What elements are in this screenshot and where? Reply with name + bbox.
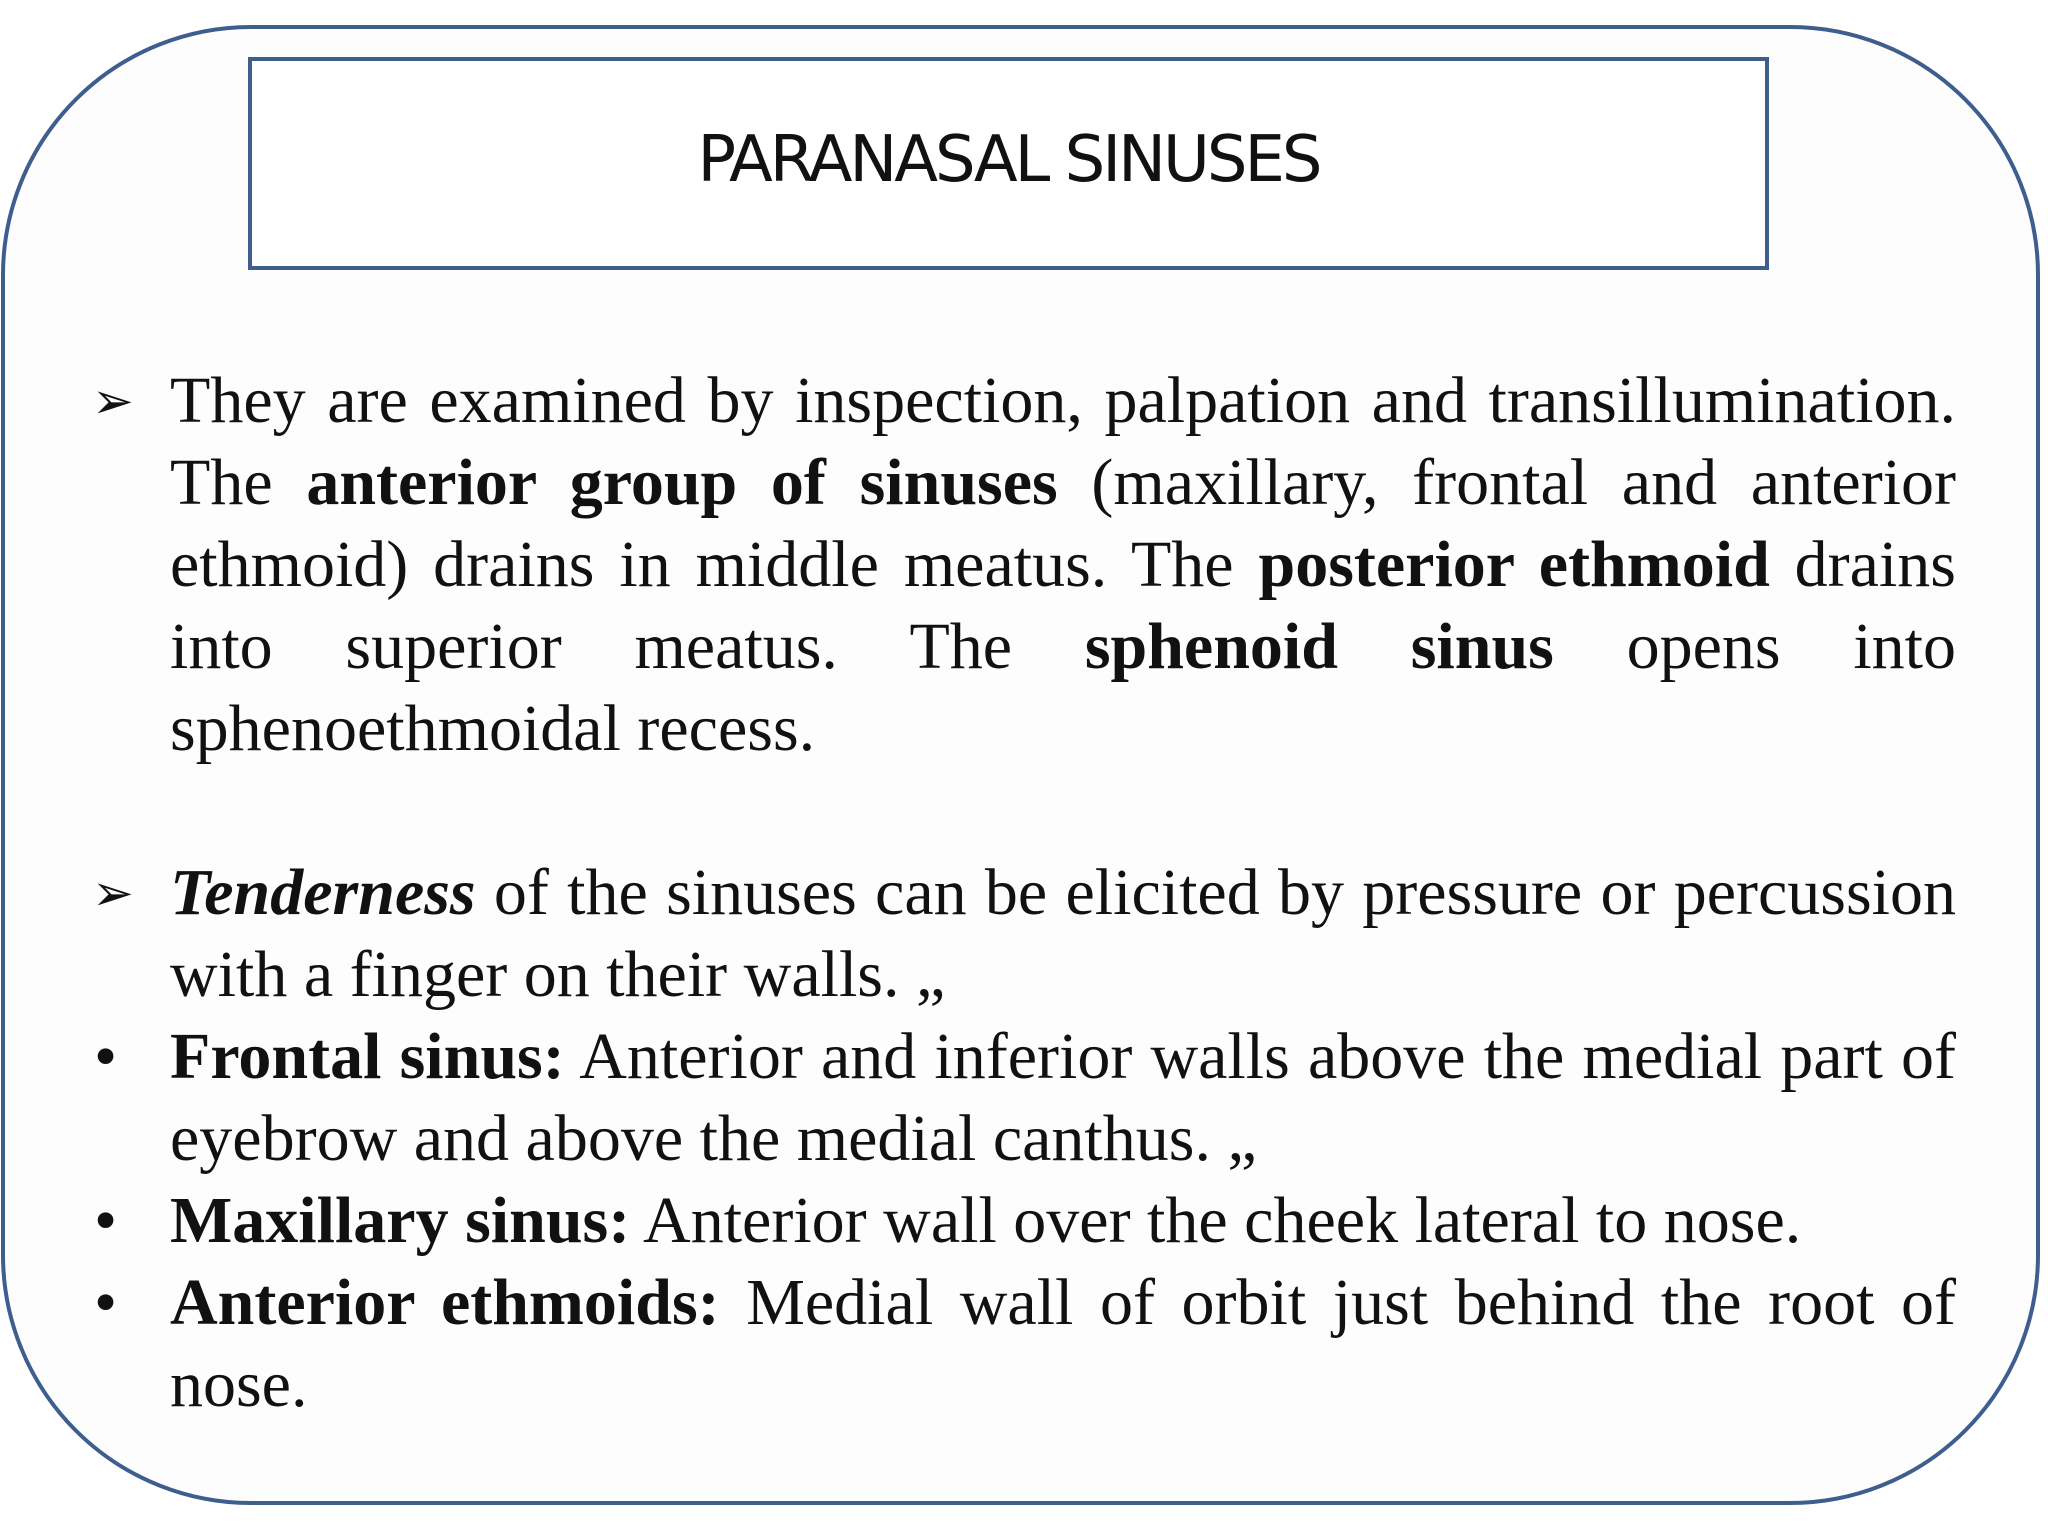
- text-segment: (maxillary, frontal and anterior ethmoid) drains in middle meatus. The: [170, 446, 1956, 601]
- bullet-frontal-sinus: [94, 1016, 1956, 1180]
- bullet-maxillary-sinus: [94, 1180, 1956, 1262]
- term-maxillary-sinus: Maxillary sinus:: [170, 1184, 631, 1257]
- term-tenderness: Tenderness: [170, 856, 476, 929]
- dot-bullet-icon: •: [94, 1184, 118, 1257]
- arrow-bullet-icon: ➢: [92, 864, 134, 922]
- arrow-bullet-icon: ➢: [92, 372, 134, 430]
- bullet-inspection: [92, 360, 1957, 770]
- term-anterior-group: anterior group of sinuses: [306, 446, 1058, 519]
- bullet-anterior-ethmoids: [94, 1262, 1956, 1426]
- term-posterior-ethmoid: posterior ethmoid: [1258, 528, 1770, 601]
- text-segment: opens into sphenoethmoidal recess.: [170, 610, 1957, 765]
- content-area: [92, 360, 1957, 1426]
- text-segment: drains into superior meatus. The: [170, 528, 1956, 683]
- slide-title: PARANASAL SINUSES: [697, 122, 1320, 197]
- text-segment: Medial wall of orbit just behind the root of nose.: [170, 1266, 1956, 1421]
- term-sphenoid-sinus: sphenoid sinus: [1084, 610, 1554, 683]
- text-segment: of the sinuses can be elicited by pressure or percussion with a finger on their walls. „: [170, 856, 1956, 1011]
- bullet-tenderness: [92, 852, 1956, 1016]
- text-segment: Anterior wall over the cheek lateral to nose.: [630, 1184, 1802, 1257]
- term-anterior-ethmoids: Anterior ethmoids:: [170, 1266, 720, 1339]
- term-frontal-sinus: Frontal sinus:: [170, 1020, 565, 1093]
- text-segment: Anterior and inferior walls above the medial part of eyebrow and above the medial canthus. „: [170, 1020, 1956, 1175]
- text-segment: They are examined by inspection, palpation and transillumination. The: [170, 364, 1956, 519]
- dot-bullet-icon: •: [94, 1020, 118, 1093]
- title-box: [248, 57, 1769, 270]
- dot-bullet-icon: •: [94, 1266, 118, 1339]
